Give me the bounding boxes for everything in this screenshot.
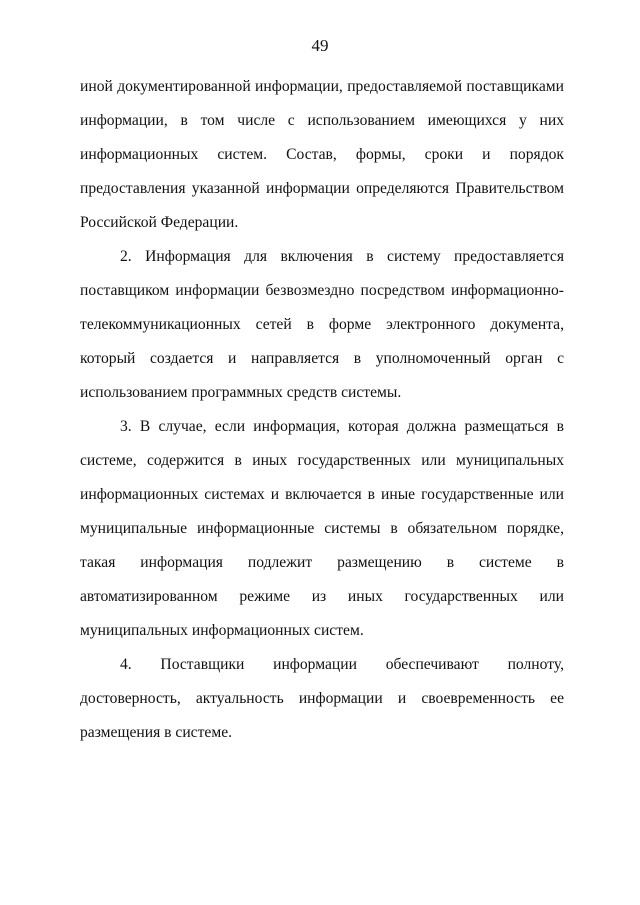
page-number: 49 (311, 36, 329, 55)
paragraph-item-4: 4. Поставщики информации обеспечивают полноту, достоверность, актуальность информации и своевременность ее размещения в системе. (80, 656, 564, 741)
paragraph-continuation: иной документированной информации, предоставляемой поставщиками информации, в том числе с использованием имеющихся у них информационных систем. Состав, формы, сроки и порядок предоставления указанной информации определяются Правительством Российской Федерации. (80, 78, 564, 231)
document-body (80, 70, 564, 750)
paragraph-item-3: 3. В случае, если информация, которая должна размещаться в системе, содержится в иных государственных или муниципальных информационных системах и включается в иные государственные или муниципальные информационные системы в обязательном порядке, такая информация подлежит размещению в системе в автоматизированном режиме из иных государственных или муниципальных информационных систем. (80, 418, 564, 639)
paragraph-item-2: 2. Информация для включения в систему предоставляется поставщиком информации безвозмездно посредством информационно-телекоммуникационных сетей в форме электронного документа, который создается и направляется в уполномоченный орган с использованием программных средств системы. (80, 248, 564, 401)
